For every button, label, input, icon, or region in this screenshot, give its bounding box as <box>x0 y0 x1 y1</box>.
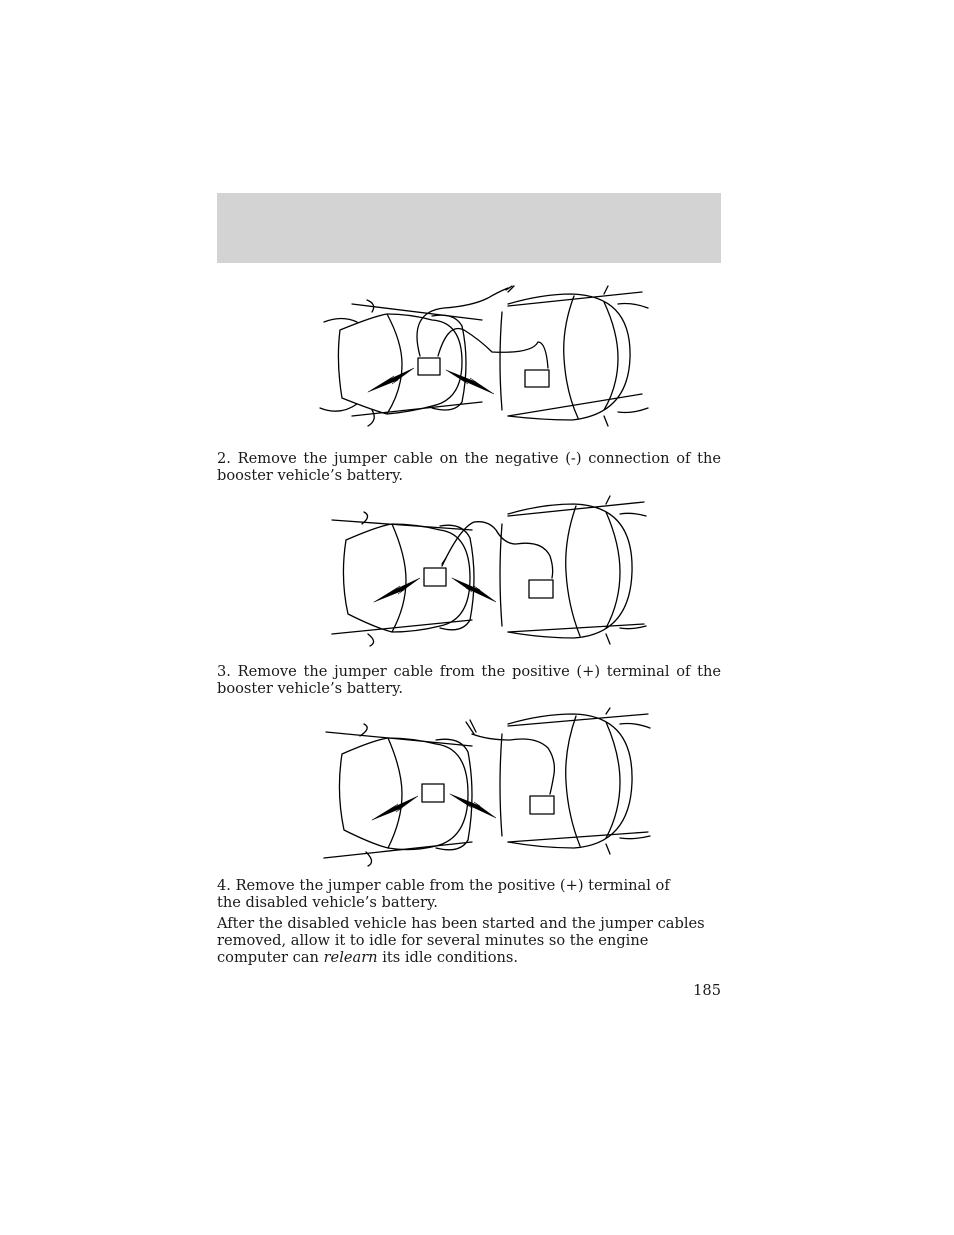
spark-icon <box>368 368 414 392</box>
relearn-emphasis: relearn <box>323 949 378 966</box>
disabled-vehicle <box>320 300 482 426</box>
jumper-cable <box>438 328 548 368</box>
cable-clamp <box>506 286 514 292</box>
jumper-cable <box>442 522 553 578</box>
booster-battery <box>525 370 549 387</box>
booster-vehicle <box>500 496 646 644</box>
disabled-vehicle <box>324 724 472 866</box>
jumper-cable <box>417 288 508 356</box>
closing-paragraph <box>217 915 721 966</box>
cable-clamp <box>466 720 476 734</box>
spark-icon <box>446 370 494 394</box>
booster-battery <box>529 580 553 598</box>
jumper-diagram-3 <box>312 706 652 870</box>
booster-battery <box>530 796 554 814</box>
spark-icon <box>372 796 418 820</box>
disabled-battery <box>422 784 444 802</box>
page-number: 185 <box>693 982 721 999</box>
disabled-vehicle <box>332 512 474 646</box>
step-3-text: 3. Remove the jumper cable from the positive (+) terminal of the booster vehicle’s battery. <box>217 663 721 697</box>
closing-text: After the disabled vehicle has been started and the jumper cables removed, allow it to idle for several minutes so the engine computer can <box>217 915 705 966</box>
spark-icon <box>374 578 420 602</box>
booster-vehicle <box>500 286 648 426</box>
spark-icon <box>450 794 496 818</box>
jumper-diagram-2 <box>312 494 652 654</box>
disabled-battery <box>418 358 440 375</box>
jumper-cable <box>472 734 554 794</box>
section-header-band <box>217 193 721 263</box>
step-4-text: 4. Remove the jumper cable from the positive (+) terminal of the disabled vehicle’s battery. <box>217 877 670 911</box>
disabled-battery <box>424 568 446 586</box>
closing-text-end: its idle conditions. <box>377 949 519 966</box>
jumper-diagram-1 <box>312 282 652 440</box>
booster-vehicle <box>500 708 650 854</box>
step-2-text: 2. Remove the jumper cable on the negative (-) connection of the booster vehicle’s battery. <box>217 450 721 484</box>
